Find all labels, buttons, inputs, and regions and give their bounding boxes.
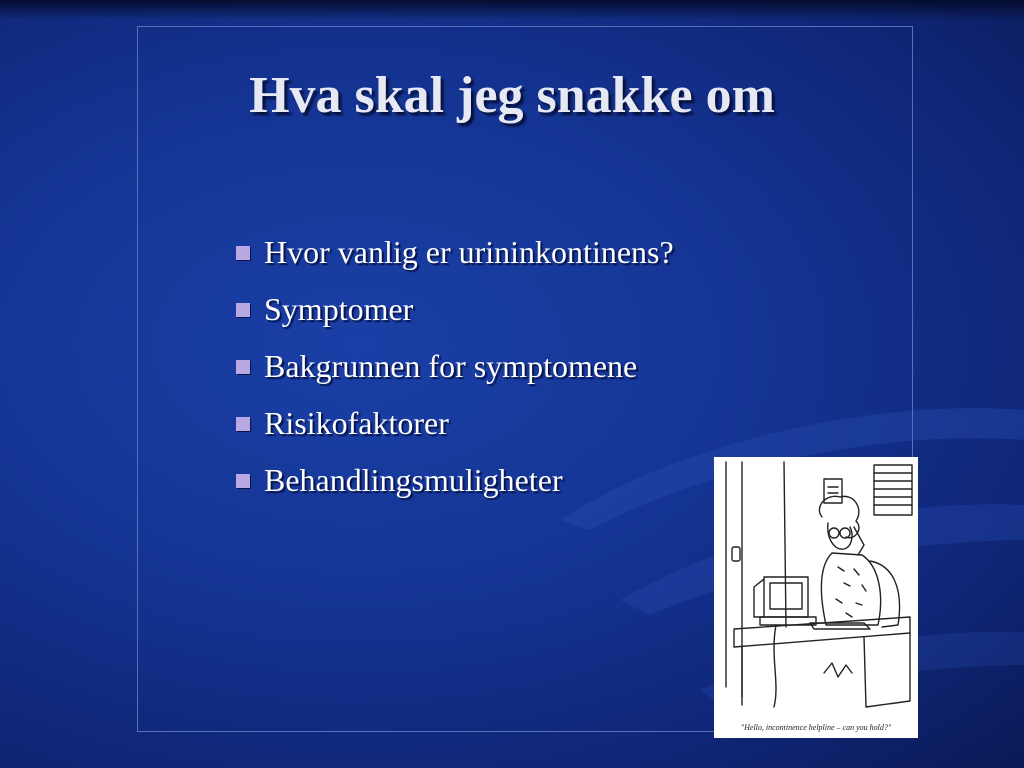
square-bullet-icon <box>236 303 250 317</box>
slide-title: Hva skal jeg snakke om <box>249 67 775 124</box>
bullet-item <box>236 338 674 395</box>
square-bullet-icon <box>236 246 250 260</box>
cartoon-image <box>714 457 918 738</box>
bullet-item <box>236 224 674 281</box>
cartoon-drawing <box>714 457 918 738</box>
square-bullet-icon <box>236 474 250 488</box>
bullet-text: Symptomer <box>264 291 414 327</box>
bullet-text: Risikofaktorer <box>264 405 449 441</box>
bullet-text: Behandlingsmuligheter <box>264 462 563 498</box>
square-bullet-icon <box>236 417 250 431</box>
bullet-text: Hvor vanlig er urininkontinens? <box>264 234 674 270</box>
bullet-item <box>236 281 674 338</box>
bullet-item <box>236 452 674 509</box>
square-bullet-icon <box>236 360 250 374</box>
top-dark-band <box>0 0 1024 20</box>
cartoon-caption: "Hello, incontinence helpline – can you hold?" <box>740 723 892 732</box>
bullet-item <box>236 395 674 452</box>
bullet-text: Bakgrunnen for symptomene <box>264 348 638 384</box>
bullet-list <box>236 224 674 509</box>
